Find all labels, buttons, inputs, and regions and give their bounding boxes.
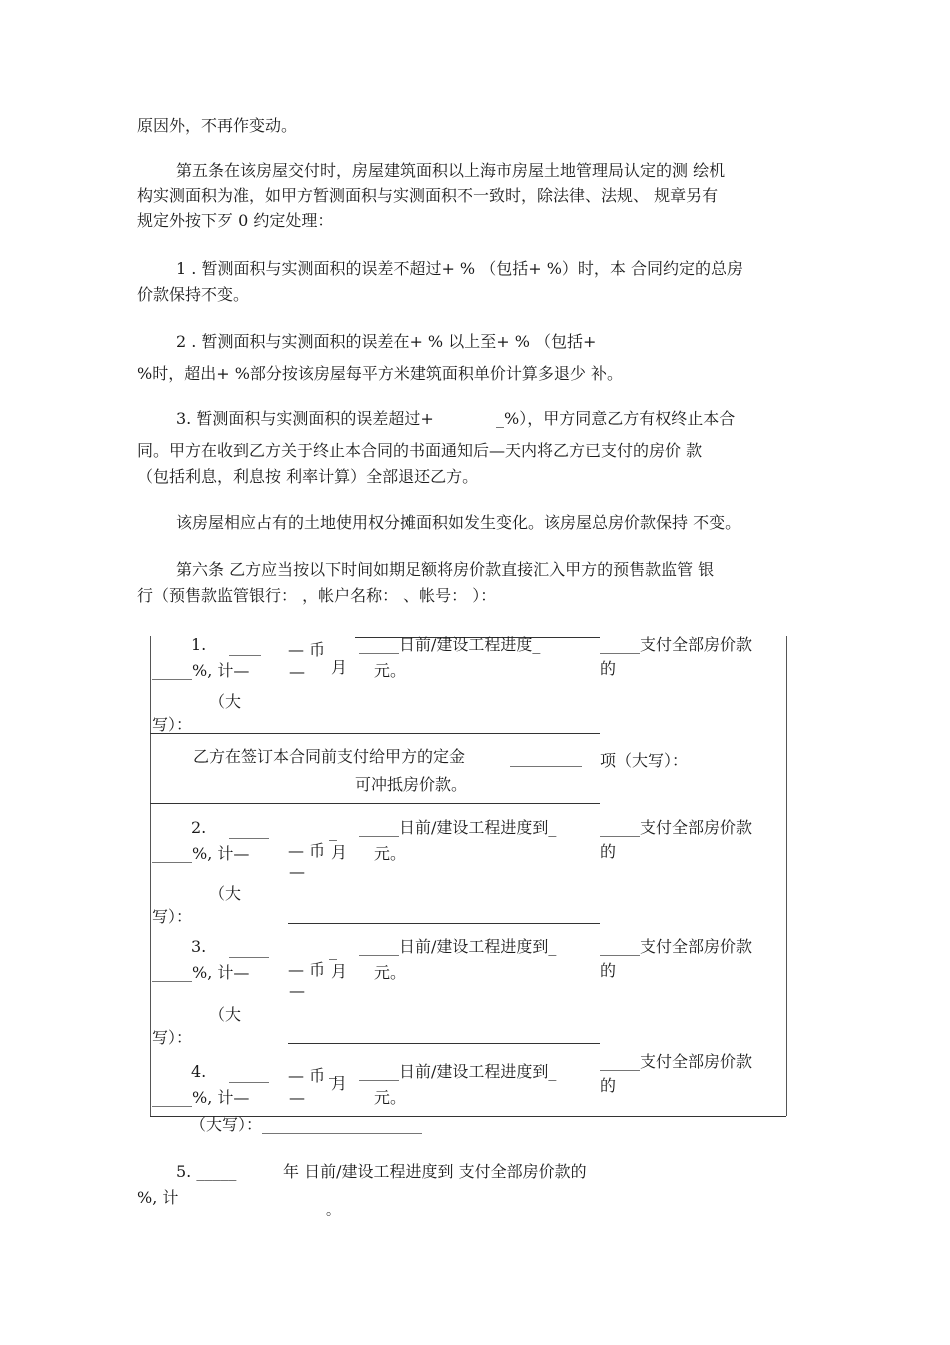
row-1-blank: ____ bbox=[229, 637, 261, 656]
row-4-yuan: 元。 bbox=[374, 1088, 407, 1107]
deposit-item: 项（大写）： bbox=[600, 751, 689, 770]
clause-1-line-1: 1 . 暂测面积与实测面积的误差不超过+ % （包括+ %）时，本 合同约定的总房 bbox=[176, 259, 744, 278]
row-4-mark: _ bbox=[329, 1060, 337, 1079]
row-4-month: 月 bbox=[331, 1074, 348, 1093]
row-4-currency: — 币 bbox=[288, 1066, 326, 1085]
row-1-underline bbox=[150, 733, 600, 734]
row-1-month: 月 bbox=[331, 658, 348, 677]
item-5-number: 5. _____ bbox=[176, 1162, 237, 1181]
row-4-daxie: （大写）：____________________ bbox=[190, 1115, 423, 1134]
deposit-underline bbox=[150, 803, 600, 804]
row-1-daxie-2: 写）： bbox=[152, 715, 193, 734]
row-2-underline bbox=[288, 923, 600, 924]
row-2-number: 2. bbox=[191, 818, 207, 837]
row-3-yuan: 元。 bbox=[374, 963, 407, 982]
row-4-blank: _____ bbox=[229, 1064, 269, 1083]
article-5-line-3: 规定外按下歹 0 约定处理： bbox=[137, 211, 334, 230]
row-3-month: 月 bbox=[331, 962, 348, 981]
clause-3-line-1: 3. 暂测面积与实测面积的误差超过+ bbox=[176, 409, 434, 428]
article-6-line-1: 第六条 乙方应当按以下时间如期足额将房价款直接汇入甲方的预售款监管 银 bbox=[176, 560, 715, 579]
deposit-text: 乙方在签订本合同前支付给甲方的定金 bbox=[193, 747, 466, 766]
row-4-de: 的 bbox=[600, 1076, 617, 1095]
row-2-month: 月 bbox=[331, 843, 348, 862]
item-5-text: 年 日前/建设工程进度到 支付全部房价款的 bbox=[283, 1162, 587, 1181]
row-1-payment: _____支付全部房价款 bbox=[600, 635, 753, 654]
deposit-blank: _________ bbox=[510, 748, 582, 767]
row-4-dash: — bbox=[289, 1088, 305, 1107]
row-1-percent: _____%, 计— bbox=[152, 661, 250, 680]
clause-2-line-1: 2 . 暂测面积与实测面积的误差在+ % 以上至+ % （包括+ bbox=[176, 332, 597, 351]
row-1-yuan: 元。 bbox=[374, 661, 407, 680]
clause-3-line-2: 同。甲方在收到乙方关于终止本合同的书面通知后—天内将乙方已支付的房价 款 bbox=[137, 441, 703, 460]
row-1-number: 1. bbox=[191, 635, 207, 654]
row-2-currency: — 币 bbox=[288, 841, 326, 860]
article-5-line-2: 构实测面积为准，如甲方暂测面积与实测面积不一致时，除法律、法规、 规章另有 bbox=[137, 186, 719, 205]
row-1-de: 的 bbox=[600, 659, 617, 678]
row-2-de: 的 bbox=[600, 842, 617, 861]
clause-3-line-3: （包括利息，利息按 利率计算）全部退还乙方。 bbox=[137, 467, 479, 486]
row-2-daxie-1: （大 bbox=[209, 884, 242, 903]
row-3-currency: — 币 bbox=[288, 960, 326, 979]
row-3-daxie-2: 写）： bbox=[152, 1028, 193, 1047]
row-2-blank: _____ bbox=[229, 820, 269, 839]
row-3-de: 的 bbox=[600, 961, 617, 980]
row-2-yuan: 元。 bbox=[374, 844, 407, 863]
row-2-payment: _____支付全部房价款 bbox=[600, 818, 753, 837]
row-2-mark: _ bbox=[329, 822, 337, 841]
row-2-percent: _____%, 计— bbox=[152, 844, 250, 863]
row-2-progress: _____日前/建设工程进度到_ bbox=[359, 818, 557, 837]
item-5-percent: %, 计 bbox=[137, 1188, 179, 1207]
row-4-payment: _____支付全部房价款 bbox=[600, 1052, 753, 1071]
row-4-progress: _____日前/建设工程进度到_ bbox=[359, 1062, 557, 1081]
row-2-dash: — bbox=[289, 862, 305, 881]
clause-1-line-2: 价款保持不变。 bbox=[137, 285, 250, 304]
row-3-dash: — bbox=[289, 981, 305, 1000]
row-4-percent: _____%, 计— bbox=[152, 1088, 250, 1107]
row-3-number: 3. bbox=[191, 937, 207, 956]
article-6-line-2: 行（预售款监管银行： ，帐户名称： 、帐号： ）： bbox=[137, 586, 497, 605]
row-3-progress: _____日前/建设工程进度到_ bbox=[359, 937, 557, 956]
row-4-number: 4. bbox=[191, 1062, 207, 1081]
clause-2-line-2: %时，超出+ %部分按该房屋每平方米建筑面积单价计算多退少 补。 bbox=[137, 364, 623, 383]
row-3-percent: _____%, 计— bbox=[152, 963, 250, 982]
row-3-underline bbox=[288, 1043, 600, 1044]
table-right-border bbox=[786, 636, 787, 1116]
article-5-line-1: 第五条在该房屋交付时，房屋建筑面积以上海市房屋土地管理局认定的测 绘机 bbox=[176, 161, 726, 180]
row-1-progress: _____日前/建设工程进度_ bbox=[359, 635, 541, 654]
row-1-currency: — 币 bbox=[288, 640, 326, 659]
clause-3-line-1-end: _%），甲方同意乙方有权终止本合 bbox=[496, 409, 736, 428]
row-1-daxie-1: （大 bbox=[209, 692, 242, 711]
land-use-paragraph: 该房屋相应占有的土地使用权分摊面积如发生变化。该房屋总房价款保持 不变。 bbox=[176, 513, 742, 532]
row-1-dash: — bbox=[289, 662, 305, 681]
row-2-daxie-2: 写）： bbox=[152, 907, 193, 926]
table-left-border bbox=[150, 636, 151, 1116]
row-3-daxie-1: （大 bbox=[209, 1005, 242, 1024]
paragraph-text: 原因外，不再作变动。 bbox=[137, 116, 298, 135]
row-3-payment: _____支付全部房价款 bbox=[600, 937, 753, 956]
row-3-mark: _ bbox=[329, 941, 337, 960]
item-5-dot: 。 bbox=[326, 1203, 340, 1219]
row-3-blank: _____ bbox=[229, 939, 269, 958]
deposit-offset: 可冲抵房价款。 bbox=[355, 775, 468, 794]
